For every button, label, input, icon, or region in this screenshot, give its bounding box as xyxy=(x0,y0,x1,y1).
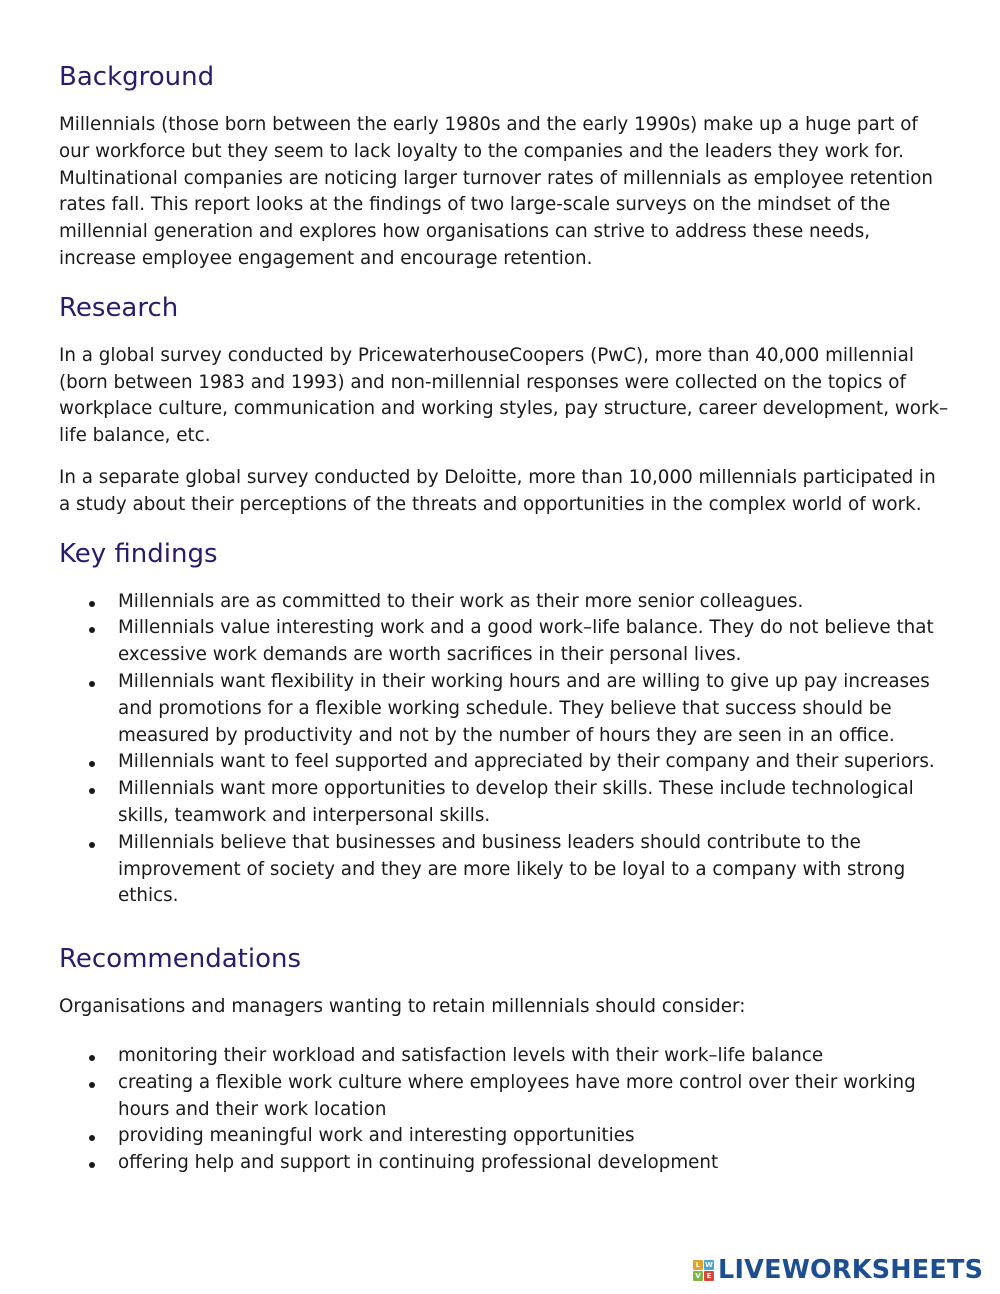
background-heading: Background xyxy=(59,62,215,92)
list-item: creating a flexible work culture where employees have more control over their working hours and their work location xyxy=(59,1070,949,1124)
key-findings-list xyxy=(59,589,949,911)
document-page xyxy=(59,56,949,1177)
research-paragraph-deloitte: In a separate global survey conducted by Deloitte, more than 10,000 millennials participated in a study about their perceptions of the threats and opportunities in the complex world of work. xyxy=(59,466,936,515)
list-item: providing meaningful work and interesting opportunities xyxy=(59,1123,949,1150)
liveworksheets-brand[interactable] xyxy=(693,1254,983,1286)
research-paragraph-pwc: In a global survey conducted by PricewaterhouseCoopers (PwC), more than 40,000 millennial (born between 1983 and 1993) and non-millennial responses were collected on the topics of workplace culture, communication and working styles, pay structure, career development, work–life balance, etc. xyxy=(59,344,949,447)
liveworksheets-logo-icon xyxy=(693,1260,714,1281)
logo-letter: V xyxy=(693,1271,703,1281)
list-item: monitoring their workload and satisfaction levels with their work–life balance xyxy=(59,1043,949,1070)
logo-letter: L xyxy=(693,1260,703,1270)
logo-letter: W xyxy=(705,1260,713,1269)
list-item: Millennials value interesting work and a good work–life balance. They do not believe that excessive work demands are worth sacrifices in their personal lives. xyxy=(59,615,949,669)
list-item: Millennials want flexibility in their working hours and are willing to give up pay increases and promotions for a flexible working schedule. They believe that success should be measured by productivity and not by the number of hours they are seen in an office. xyxy=(59,669,949,749)
key-findings-heading: Key findings xyxy=(59,538,218,569)
list-item: Millennials believe that businesses and business leaders should contribute to the improvement of society and they are more likely to be loyal to a company with strong ethics. xyxy=(59,830,949,910)
list-item: offering help and support in continuing professional development xyxy=(59,1150,949,1177)
liveworksheets-wordmark: LIVEWORKSHEETS xyxy=(718,1255,984,1285)
list-item: Millennials want more opportunities to develop their skills. These include technological skills, teamwork and interpersonal skills. xyxy=(59,776,949,830)
list-item: Millennials are as committed to their work as their more senior colleagues. xyxy=(59,589,949,616)
recommendations-intro: Organisations and managers wanting to retain millennials should consider: xyxy=(59,996,746,1018)
recommendations-list xyxy=(59,1043,949,1177)
logo-letter: E xyxy=(704,1271,714,1281)
research-heading: Research xyxy=(59,292,179,323)
list-item: Millennials want to feel supported and appreciated by their company and their superiors. xyxy=(59,749,949,776)
background-paragraph: Millennials (those born between the early 1980s and the early 1990s) make up a huge part of our workforce but they seem to lack loyalty to the companies and the leaders they work for. Multinational companies are noticing larger turnover rates of millennials as employee retention rates fall. This report looks at the findings of two large-scale surveys on the mindset of the millennial generation and explores how organisations can strive to address these needs, increase employee engagement and encourage retention. xyxy=(59,114,934,269)
recommendations-heading: Recommendations xyxy=(59,944,302,975)
